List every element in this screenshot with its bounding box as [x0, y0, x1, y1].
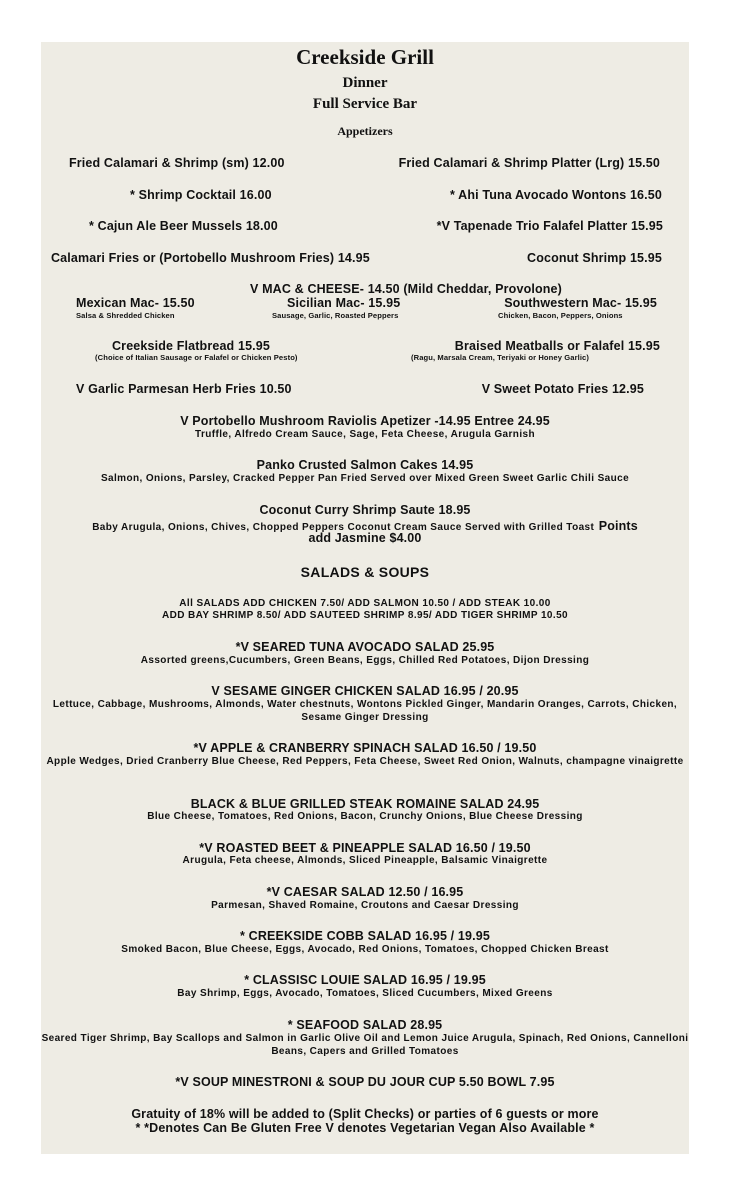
item-description: Salsa & Shredded Chicken	[76, 311, 175, 320]
item-description: Sausage, Garlic, Roasted Peppers	[272, 311, 399, 320]
item-description: (Choice of Italian Sausage or Falafel or Chicken Pesto)	[95, 353, 298, 362]
menu-item: Fried Calamari & Shrimp Platter (Lrg) 15.50	[398, 156, 660, 170]
bar-subtitle: Full Service Bar	[312, 96, 418, 112]
menu-item: * SEAFOOD SALAD 28.95	[287, 1018, 443, 1032]
item-description: Blue Cheese, Tomatoes, Red Onions, Bacon, Crunchy Onions, Blue Cheese Dressing	[147, 811, 583, 822]
menu-item: *V SEARED TUNA AVOCADO SALAD 25.95	[235, 640, 495, 654]
menu-item: * Cajun Ale Beer Mussels 18.00	[89, 219, 278, 233]
menu-item: BLACK & BLUE GRILLED STEAK ROMAINE SALAD 24.95	[190, 797, 540, 811]
mac-cheese-title: V MAC & CHEESE- 14.50 (Mild Cheddar, Provolone)	[250, 282, 562, 296]
menu-item: V SESAME GINGER CHICKEN SALAD 16.95 / 20.95	[211, 684, 519, 698]
item-description: Arugula, Feta cheese, Almonds, Sliced Pineapple, Balsamic Vinaigrette	[182, 855, 548, 866]
salads-heading: SALADS & SOUPS	[300, 564, 430, 580]
menu-item: *V SOUP MINESTRONI & SOUP DU JOUR CUP 5.50 BOWL 7.95	[175, 1075, 555, 1089]
menu-item: Sicilian Mac- 15.95	[287, 296, 401, 310]
item-description: Bay Shrimp, Eggs, Avocado, Tomatoes, Sliced Cucumbers, Mixed Greens	[177, 988, 553, 999]
item-description: Apple Wedges, Dried Cranberry Blue Cheese, Red Peppers, Feta Cheese, Sweet Red Onion, Walnuts, champagne vinaigrette	[46, 756, 684, 767]
gratuity-note: Gratuity of 18% will be added to (Split Checks) or parties of 6 guests or more	[131, 1107, 599, 1121]
appetizers-heading: Appetizers	[337, 124, 393, 138]
salad-addons: All SALADS ADD CHICKEN 7.50/ ADD SALMON 10.50 / ADD STEAK 10.00	[179, 598, 551, 609]
item-description: Parmesan, Shaved Romaine, Croutons and Caesar Dressing	[211, 900, 519, 911]
item-description: Assorted greens,Cucumbers, Green Beans, Eggs, Chilled Red Potatoes, Dijon Dressing	[140, 655, 590, 666]
menu-item: Braised Meatballs or Falafel 15.95	[454, 339, 660, 353]
menu-item: * CREEKSIDE COBB SALAD 16.95 / 19.95	[240, 929, 490, 943]
item-description: Lettuce, Cabbage, Mushrooms, Almonds, Water chestnuts, Wontons Pickled Ginger, Mandarin Oranges, Carrots, Chicken, Sesame Ginger Dressing	[52, 699, 678, 723]
menu-item: add Jasmine $4.00	[308, 531, 422, 545]
item-description: Baby Arugula, Onions, Chives, Chopped Peppers Coconut Cream Sauce Served with Grilled Toast	[92, 522, 595, 533]
menu-item: Creekside Flatbread 15.95	[112, 339, 270, 353]
menu-item: *V ROASTED BEET & PINEAPPLE SALAD 16.50 / 19.50	[199, 841, 531, 855]
restaurant-title: Creekside Grill	[296, 45, 434, 69]
item-description: Truffle, Alfredo Cream Sauce, Sage, Feta Cheese, Arugula Garnish	[195, 429, 535, 440]
dietary-legend: * *Denotes Can Be Gluten Free V denotes Vegetarian Vegan Also Available *	[135, 1121, 595, 1135]
menu-item: Mexican Mac- 15.50	[76, 296, 195, 310]
item-description: Chicken, Bacon, Peppers, Onions	[498, 311, 623, 320]
menu-item: Southwestern Mac- 15.95	[504, 296, 657, 310]
menu-item: * Shrimp Cocktail 16.00	[130, 188, 272, 202]
item-description: Salmon, Onions, Parsley, Cracked Pepper Pan Fried Served over Mixed Green Sweet Garlic Chili Sauce	[100, 473, 630, 484]
item-description: Seared Tiger Shrimp, Bay Scallops and Salmon in Garlic Olive Oil and Lemon Juice Arugula, Spinach, Red Onions, Cannelloni Beans, Capers and Grilled Tomatoes	[41, 1033, 689, 1057]
menu-item: * Ahi Tuna Avocado Wontons 16.50	[449, 188, 662, 202]
menu-item: Coconut Shrimp 15.95	[527, 251, 662, 265]
menu-item: V Portobello Mushroom Raviolis Apetizer -14.95 Entree 24.95	[180, 414, 550, 428]
menu-item: *V CAESAR SALAD 12.50 / 16.95	[266, 885, 464, 899]
menu-item: V Garlic Parmesan Herb Fries 10.50	[76, 382, 292, 396]
menu-subtitle: Dinner	[342, 75, 388, 91]
menu-item: V Sweet Potato Fries 12.95	[481, 382, 644, 396]
menu-item: Fried Calamari & Shrimp (sm) 12.00	[69, 156, 285, 170]
menu-item: Coconut Curry Shrimp Saute 18.95	[259, 503, 471, 517]
item-description: Smoked Bacon, Blue Cheese, Eggs, Avocado, Red Onions, Tomatoes, Chopped Chicken Breast	[121, 944, 609, 955]
menu-item: *V APPLE & CRANBERRY SPINACH SALAD 16.50 / 19.50	[193, 741, 537, 755]
menu-item: * CLASSISC LOUIE SALAD 16.95 / 19.95	[244, 973, 486, 987]
item-description: (Ragu, Marsala Cream, Teriyaki or Honey Garlic)	[411, 353, 590, 362]
item-description: Points	[598, 519, 638, 533]
salad-addons: ADD BAY SHRIMP 8.50/ ADD SAUTEED SHRIMP 8.95/ ADD TIGER SHRIMP 10.50	[161, 610, 568, 621]
menu-item: *V Tapenade Trio Falafel Platter 15.95	[436, 219, 663, 233]
menu-item: Calamari Fries or (Portobello Mushroom Fries) 14.95	[51, 251, 370, 265]
menu-item: Panko Crusted Salmon Cakes 14.95	[256, 458, 474, 472]
